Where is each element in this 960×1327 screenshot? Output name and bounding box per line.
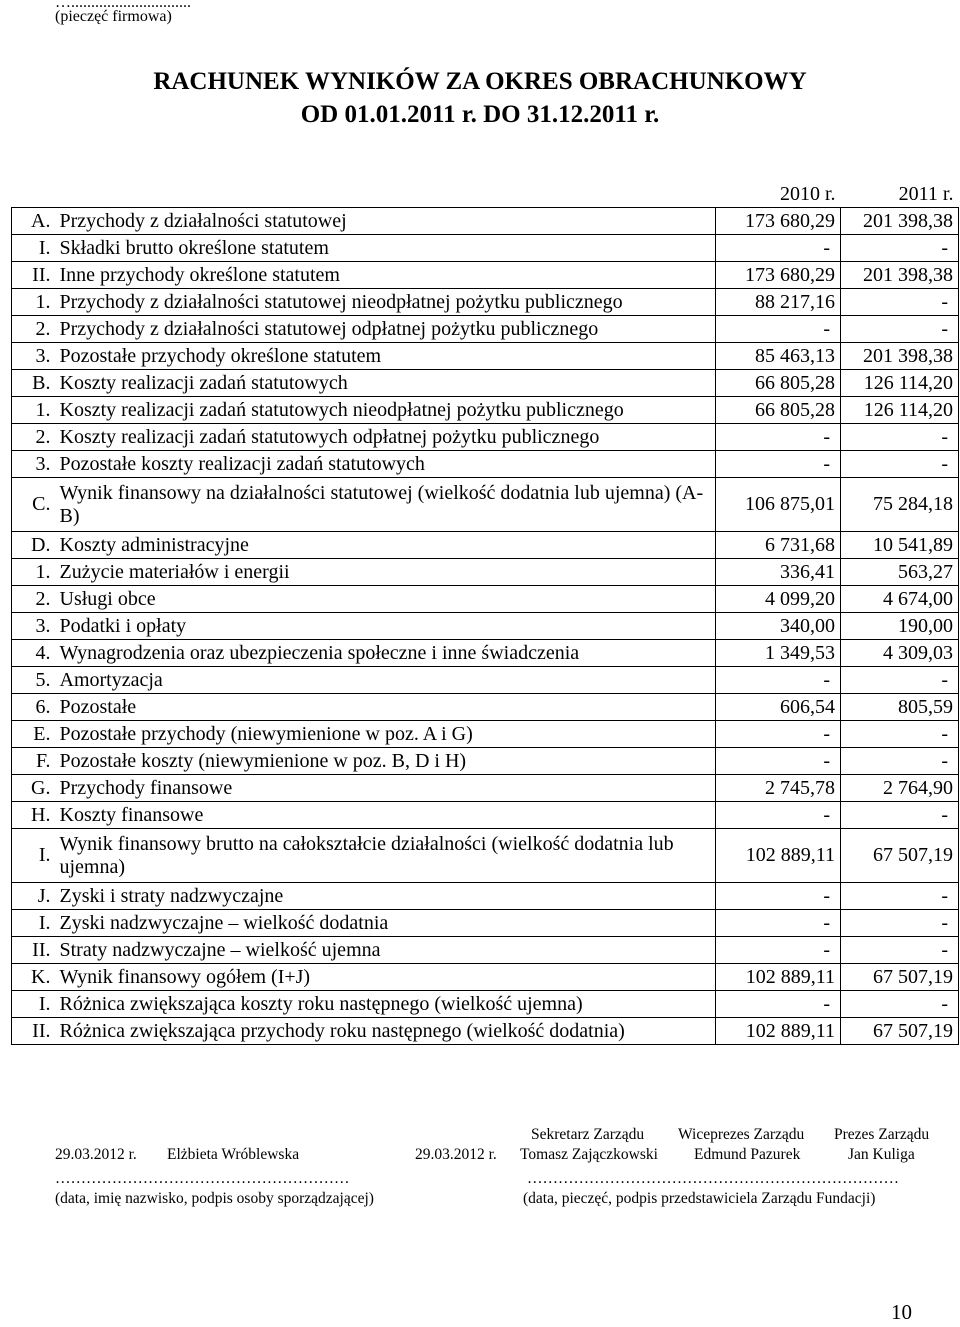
table-row	[12, 613, 959, 640]
preparer-signature-line: …………………………………………………	[55, 1170, 350, 1187]
row-number: 3.	[12, 451, 55, 478]
table-row	[12, 694, 959, 721]
table-row	[12, 424, 959, 451]
row-number: 4.	[12, 640, 55, 667]
page-number: 10	[891, 1300, 912, 1324]
header-empty-no	[12, 181, 55, 208]
board-signature-line: ………………………………………………………………	[527, 1170, 899, 1187]
row-label: Przychody finansowe	[55, 775, 716, 802]
value-2010: -	[716, 991, 841, 1018]
value-2011: -	[841, 937, 959, 964]
table-row	[12, 451, 959, 478]
value-2010: 173 680,29	[716, 208, 841, 235]
value-2011: 2 764,90	[841, 775, 959, 802]
income-statement-table	[11, 181, 959, 1045]
table-row	[12, 316, 959, 343]
value-2011: -	[841, 316, 959, 343]
row-number: H.	[12, 802, 55, 829]
value-2011: 4 674,00	[841, 586, 959, 613]
row-number: I.	[12, 910, 55, 937]
table-row	[12, 370, 959, 397]
preparer-caption: (data, imię nazwisko, podpis osoby sporządzającej)	[55, 1190, 374, 1207]
value-2011: -	[841, 802, 959, 829]
table-row	[12, 262, 959, 289]
value-2011: 126 114,20	[841, 397, 959, 424]
value-2010: -	[716, 802, 841, 829]
row-label: Koszty administracyjne	[55, 532, 716, 559]
stamp-dots: …..............................	[55, 0, 191, 11]
table-row	[12, 208, 959, 235]
value-2011: 4 309,03	[841, 640, 959, 667]
value-2011: 190,00	[841, 613, 959, 640]
value-2011: -	[841, 235, 959, 262]
value-2010: -	[716, 424, 841, 451]
row-label: Zużycie materiałów i energii	[55, 559, 716, 586]
row-label: Wynik finansowy ogółem (I+J)	[55, 964, 716, 991]
value-2011: 67 507,19	[841, 1018, 959, 1045]
row-number: F.	[12, 748, 55, 775]
row-number: 3.	[12, 343, 55, 370]
value-2011: 563,27	[841, 559, 959, 586]
table-row	[12, 397, 959, 424]
value-2010: -	[716, 721, 841, 748]
row-number: II.	[12, 1018, 55, 1045]
row-label: Wynik finansowy brutto na całokształcie działalności (wielkość dodatnia lub ujemna)	[55, 829, 716, 883]
board-caption: (data, pieczęć, podpis przedstawiciela Zarządu Fundacji)	[523, 1190, 876, 1207]
value-2010: 85 463,13	[716, 343, 841, 370]
value-2011: 67 507,19	[841, 964, 959, 991]
secretary-name: Tomasz Zajączkowski	[520, 1146, 658, 1163]
value-2010: 2 745,78	[716, 775, 841, 802]
report-title-line2: OD 01.01.2011 r. DO 31.12.2011 r.	[300, 101, 660, 128]
row-label: Koszty realizacji zadań statutowych odpłatnej pożytku publicznego	[55, 424, 716, 451]
row-label: Podatki i opłaty	[55, 613, 716, 640]
row-label: Zyski nadzwyczajne – wielkość dodatnia	[55, 910, 716, 937]
table-row	[12, 883, 959, 910]
table-row	[12, 991, 959, 1018]
row-number: I.	[12, 829, 55, 883]
value-2011: -	[841, 883, 959, 910]
value-2010: 173 680,29	[716, 262, 841, 289]
row-number: D.	[12, 532, 55, 559]
row-label: Straty nadzwyczajne – wielkość ujemna	[55, 937, 716, 964]
row-label: Przychody z działalności statutowej	[55, 208, 716, 235]
table-row	[12, 640, 959, 667]
row-label: Koszty realizacji zadań statutowych nieodpłatnej pożytku publicznego	[55, 397, 716, 424]
table-row	[12, 532, 959, 559]
table-row	[12, 802, 959, 829]
row-label: Koszty realizacji zadań statutowych	[55, 370, 716, 397]
table-row	[12, 478, 959, 532]
row-number: 6.	[12, 694, 55, 721]
value-2011: -	[841, 424, 959, 451]
table-row	[12, 667, 959, 694]
row-number: K.	[12, 964, 55, 991]
preparer-name: Elżbieta Wróblewska	[167, 1146, 300, 1163]
president-name: Jan Kuliga	[848, 1146, 915, 1163]
row-label: Przychody z działalności statutowej odpłatnej pożytku publicznego	[55, 316, 716, 343]
row-label: Zyski i straty nadzwyczajne	[55, 883, 716, 910]
value-2010: 102 889,11	[716, 1018, 841, 1045]
stamp-label: (pieczęć firmowa)	[55, 8, 172, 25]
role-president: Prezes Zarządu	[834, 1126, 930, 1143]
value-2010: -	[716, 937, 841, 964]
value-2011: 126 114,20	[841, 370, 959, 397]
value-2010: 340,00	[716, 613, 841, 640]
header-row	[12, 181, 959, 208]
value-2011: 805,59	[841, 694, 959, 721]
table-row	[12, 1018, 959, 1045]
table-row	[12, 937, 959, 964]
table-row	[12, 289, 959, 316]
income-statement-body	[12, 181, 959, 1045]
value-2011: -	[841, 451, 959, 478]
row-number: 1.	[12, 559, 55, 586]
row-label: Pozostałe	[55, 694, 716, 721]
row-label: Wynagrodzenia oraz ubezpieczenia społeczne i inne świadczenia	[55, 640, 716, 667]
table-row	[12, 829, 959, 883]
row-number: 2.	[12, 316, 55, 343]
row-number: C.	[12, 478, 55, 532]
table-row	[12, 343, 959, 370]
value-2010: 336,41	[716, 559, 841, 586]
value-2011: 75 284,18	[841, 478, 959, 532]
value-2011: -	[841, 667, 959, 694]
row-label: Różnica zwiększająca przychody roku następnego (wielkość dodatnia)	[55, 1018, 716, 1045]
row-label: Amortyzacja	[55, 667, 716, 694]
row-number: II.	[12, 937, 55, 964]
vice-president-name: Edmund Pazurek	[694, 1146, 801, 1163]
value-2011: -	[841, 748, 959, 775]
value-2010: 66 805,28	[716, 397, 841, 424]
value-2010: 6 731,68	[716, 532, 841, 559]
column-header-2011: 2011 r.	[898, 183, 954, 205]
value-2011: 67 507,19	[841, 829, 959, 883]
role-secretary: Sekretarz Zarządu	[531, 1126, 645, 1143]
table-row	[12, 586, 959, 613]
row-number: G.	[12, 775, 55, 802]
value-2010: 102 889,11	[716, 829, 841, 883]
column-header-2010: 2010 r.	[779, 183, 836, 205]
row-label: Pozostałe przychody określone statutem	[55, 343, 716, 370]
row-label: Inne przychody określone statutem	[55, 262, 716, 289]
value-2011: 201 398,38	[841, 208, 959, 235]
value-2010: 88 217,16	[716, 289, 841, 316]
row-label: Pozostałe koszty (niewymienione w poz. B, D i H)	[55, 748, 716, 775]
value-2010: -	[716, 235, 841, 262]
row-number: 1.	[12, 289, 55, 316]
row-number: A.	[12, 208, 55, 235]
row-number: 1.	[12, 397, 55, 424]
value-2011: -	[841, 910, 959, 937]
value-2010: -	[716, 451, 841, 478]
row-number: B.	[12, 370, 55, 397]
row-number: 2.	[12, 424, 55, 451]
value-2011: 10 541,89	[841, 532, 959, 559]
table-row	[12, 721, 959, 748]
value-2010: 606,54	[716, 694, 841, 721]
row-label: Pozostałe koszty realizacji zadań statutowych	[55, 451, 716, 478]
value-2010: -	[716, 316, 841, 343]
value-2010: 66 805,28	[716, 370, 841, 397]
row-label: Wynik finansowy na działalności statutowej (wielkość dodatnia lub ujemna) (A-B)	[55, 478, 716, 532]
value-2010: 1 349,53	[716, 640, 841, 667]
value-2011: -	[841, 721, 959, 748]
row-label: Koszty finansowe	[55, 802, 716, 829]
role-vice-president: Wiceprezes Zarządu	[678, 1126, 805, 1143]
row-number: 3.	[12, 613, 55, 640]
report-title-line1: RACHUNEK WYNIKÓW ZA OKRES OBRACHUNKOWY	[153, 68, 807, 95]
value-2010: -	[716, 910, 841, 937]
row-label: Składki brutto określone statutem	[55, 235, 716, 262]
row-number: E.	[12, 721, 55, 748]
row-number: J.	[12, 883, 55, 910]
row-label: Pozostałe przychody (niewymienione w poz. A i G)	[55, 721, 716, 748]
preparer-date: 29.03.2012 r.	[55, 1146, 137, 1163]
value-2011: -	[841, 289, 959, 316]
board-date: 29.03.2012 r.	[415, 1146, 497, 1163]
table-row	[12, 910, 959, 937]
value-2010: -	[716, 748, 841, 775]
value-2010: -	[716, 883, 841, 910]
row-number: I.	[12, 991, 55, 1018]
row-label: Różnica zwiększająca koszty roku następnego (wielkość ujemna)	[55, 991, 716, 1018]
value-2010: -	[716, 667, 841, 694]
row-label: Przychody z działalności statutowej nieodpłatnej pożytku publicznego	[55, 289, 716, 316]
table-row	[12, 559, 959, 586]
table-row	[12, 964, 959, 991]
value-2011: 201 398,38	[841, 262, 959, 289]
table-row	[12, 775, 959, 802]
value-2011: -	[841, 991, 959, 1018]
row-number: 5.	[12, 667, 55, 694]
value-2011: 201 398,38	[841, 343, 959, 370]
row-label: Usługi obce	[55, 586, 716, 613]
row-number: II.	[12, 262, 55, 289]
row-number: I.	[12, 235, 55, 262]
value-2010: 102 889,11	[716, 964, 841, 991]
header-empty-label	[55, 181, 716, 208]
value-2010: 106 875,01	[716, 478, 841, 532]
table-row	[12, 235, 959, 262]
value-2010: 4 099,20	[716, 586, 841, 613]
table-row	[12, 748, 959, 775]
row-number: 2.	[12, 586, 55, 613]
